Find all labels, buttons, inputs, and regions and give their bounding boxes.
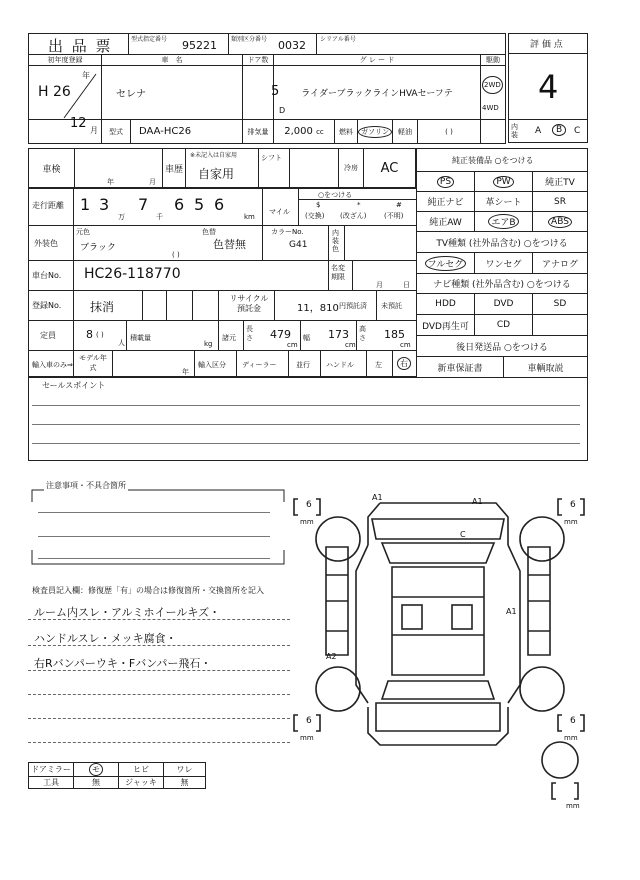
break-label[interactable]: ワレ: [164, 763, 206, 777]
grade-label: グ レ ー ド: [274, 55, 481, 66]
aircon-value: AC: [364, 149, 416, 188]
tire-front-left[interactable]: [316, 517, 360, 561]
load-label: 積載量: [130, 334, 151, 342]
tire-rl-unit: mm: [300, 734, 314, 742]
sales-point-label: セールスポイント: [42, 381, 106, 390]
inspector-label: 検査員記入欄：修復歴「有」の場合は修復箇所・交換箇所を記入: [32, 586, 264, 595]
tv-title: TV種類 (社外品含む) ○をつける: [417, 232, 588, 253]
tools-table: [28, 762, 206, 789]
tire-rear-left[interactable]: [316, 667, 360, 711]
opt-star[interactable]: *: [357, 201, 361, 209]
car-diagram: [290, 485, 590, 815]
fuel-gas: ガソリン: [358, 126, 392, 138]
history-note: ※未記入は自家用: [190, 152, 238, 159]
mileage-digit-6: 6: [214, 195, 225, 214]
import-type-label: 輸入区分: [198, 361, 226, 369]
capacity-paren: ( ): [96, 331, 104, 339]
damage-a1-side: A1: [506, 607, 517, 616]
sales-line-1: [32, 405, 580, 406]
navi-dvd: DVD: [493, 299, 514, 309]
navi-hdd-cell[interactable]: [417, 294, 475, 315]
mileage-divider: [73, 188, 74, 226]
opt-hash[interactable]: #: [396, 201, 402, 209]
shift-label: シフト: [259, 149, 290, 188]
tv-oneseg-cell[interactable]: [475, 253, 533, 274]
rear-window[interactable]: [382, 681, 494, 699]
tire-fl-depth: 6: [306, 500, 312, 510]
grade: ライダーブラックラインHVAセーフテ: [274, 66, 481, 120]
doors-sub: D: [279, 106, 286, 115]
inspector-rule-2: [28, 645, 290, 646]
equip-aw: 純正AW: [429, 218, 462, 228]
later-warranty-cell[interactable]: [417, 357, 504, 378]
first-reg-month: 12: [70, 116, 87, 131]
import-parallel[interactable]: 並行: [296, 361, 310, 369]
reg-no-label: 登録No.: [32, 301, 62, 310]
damage-c: C: [460, 530, 466, 539]
imp-div-8: [392, 351, 393, 377]
reg-no-value: 抹消: [90, 300, 115, 314]
imp-div-5: [288, 351, 289, 377]
len-label: 長さ: [246, 325, 253, 342]
interior-line: [508, 119, 588, 120]
roof[interactable]: [392, 567, 484, 675]
rear-gate[interactable]: [376, 703, 500, 731]
right-side[interactable]: [528, 547, 550, 655]
orig-color-label: 元色: [76, 228, 90, 236]
color-div-1: [73, 226, 74, 261]
load-unit: kg: [204, 340, 213, 348]
len-unit: cm: [287, 341, 298, 349]
tire-fl-unit: mm: [300, 518, 314, 526]
spare-unit: mm: [566, 802, 580, 810]
mile-circle-note: ○をつける: [318, 191, 353, 199]
imp-div-3: [194, 351, 195, 377]
height-value: 185: [384, 328, 405, 341]
first-reg-era-year: H 26: [38, 84, 71, 100]
mileage-divider-2: [262, 188, 263, 226]
later-manual: 車輌取説: [527, 363, 564, 374]
interior-a[interactable]: A: [535, 126, 542, 136]
model: DAA-HC26: [131, 120, 243, 144]
tire-rear-right[interactable]: [520, 667, 564, 711]
drive-2wd[interactable]: 2WD: [482, 76, 503, 94]
color-change-label: 色替: [202, 228, 216, 236]
cap-div-4: [243, 321, 244, 351]
navi-cd-cell[interactable]: [475, 315, 533, 336]
damage-a1-front-right: A1: [472, 497, 483, 506]
chassis-value: HC26-118770: [84, 266, 181, 282]
chassis-div-1: [73, 261, 74, 291]
jack-label: ジャッキ: [119, 777, 164, 789]
color-no-label: カラーNo.: [271, 228, 304, 236]
interior-color-label: 内装色: [332, 229, 339, 253]
navi-title: ナビ種類 (社外品含む) ○をつける: [417, 274, 588, 294]
drive-4wd[interactable]: 4WD: [482, 104, 499, 112]
tool-label: 工具: [29, 777, 74, 789]
opt-dollar[interactable]: $: [316, 201, 321, 209]
equip-tv: 純正TV: [545, 178, 575, 188]
recycle-unpaid[interactable]: 未預託: [381, 302, 402, 310]
mirror-label: ドアミラー: [29, 763, 74, 777]
equip-ps-cell[interactable]: [417, 172, 475, 192]
equip-sr-cell[interactable]: [533, 192, 588, 212]
size-label: 諸元: [222, 334, 236, 342]
inspector-rule-6: [28, 742, 290, 743]
fuel-diesel: 軽油: [393, 120, 418, 144]
name-change-month: 月: [376, 281, 383, 289]
equip-tv-cell[interactable]: [533, 172, 588, 192]
orig-color: ブラック: [80, 243, 116, 253]
equip-abs: ABS: [548, 216, 572, 228]
disp-cell: [274, 120, 335, 144]
inspector-line-1: ルーム内スレ・アルミホイールキズ・: [34, 606, 221, 619]
sales-line-3: [32, 443, 580, 444]
equip-pw-cell[interactable]: [475, 172, 533, 192]
capacity-unit: 人: [118, 339, 125, 347]
reg-div-1: [73, 291, 74, 321]
left-side[interactable]: [326, 547, 348, 655]
reg-div-2: [142, 291, 143, 321]
equip-navi-cell[interactable]: [417, 192, 475, 212]
shift-value-cell[interactable]: [290, 149, 339, 188]
imp-div-4: [236, 351, 237, 377]
notes-line-1: [38, 512, 270, 513]
tool-value: 無: [74, 777, 119, 789]
history-label: 車歴: [163, 149, 186, 188]
color-change-paren: ( ): [172, 251, 180, 259]
equip-airbag-cell[interactable]: [475, 212, 533, 232]
doors-cell: [243, 66, 274, 120]
aircon-label: 冷房: [339, 149, 364, 188]
tire-rr-depth: 6: [570, 716, 576, 726]
capacity-label: 定員: [40, 331, 56, 340]
later-warranty: 新車保証書: [437, 363, 483, 374]
mileage-km: km: [244, 213, 255, 221]
navi-sd-cell[interactable]: [533, 294, 588, 315]
mirror-value-cell[interactable]: [74, 763, 119, 777]
mileage-sen: 千: [156, 213, 163, 221]
color-div-4: [344, 226, 345, 261]
fuel-label: 燃料: [335, 120, 358, 144]
inspector-line-2: ハンドルスレ・メッキ腐食・: [34, 632, 177, 645]
car-name: セレナ: [102, 66, 243, 120]
rear-bumper[interactable]: [368, 707, 508, 745]
name-change-day: 日: [403, 281, 410, 289]
interior-b[interactable]: B: [552, 124, 566, 136]
disp-value: 2,000: [284, 126, 313, 137]
windshield[interactable]: [382, 543, 494, 563]
width-value: 173: [328, 328, 349, 341]
equip-leather: 革シート: [485, 198, 522, 208]
chassis-div-3: [352, 261, 353, 291]
opt-hash-sub: (不明): [384, 212, 404, 220]
len-value: 479: [270, 328, 291, 341]
height-label: 高さ: [359, 325, 366, 342]
model-year-unit: 年: [182, 368, 189, 376]
model-label: 型式: [102, 120, 131, 144]
equip-airbag: エアB: [488, 214, 518, 229]
drive-bottom: [481, 120, 506, 144]
genuine-title: 純正装備品 ○をつける: [452, 156, 534, 165]
cap-div-2: [126, 321, 127, 351]
score-label-line: [508, 53, 588, 54]
tire-rr-unit: mm: [564, 734, 578, 742]
cap-div-1: [73, 321, 74, 351]
mile-label: マイル: [269, 208, 290, 216]
equip-leather-cell[interactable]: [475, 192, 533, 212]
inspector-rule-3: [28, 670, 290, 671]
navi-empty-cell: [533, 315, 588, 336]
reg-div-4: [192, 291, 193, 321]
kata-value: 95221: [182, 39, 217, 52]
color-no: G41: [289, 240, 308, 250]
height-unit: cm: [400, 341, 411, 349]
later-table: [416, 335, 588, 378]
color-div-2: [262, 226, 263, 261]
damage-a2: A2: [326, 652, 337, 661]
interior-label: 内装: [511, 123, 518, 139]
opt-dollar-sub: (交換): [305, 212, 325, 220]
serial-label: シリアル番号: [320, 36, 356, 43]
history-value: 自家用: [198, 167, 235, 181]
chassis-div-2: [328, 261, 329, 291]
kata-label: 型式指定番号: [131, 36, 168, 43]
crack-label[interactable]: ヒビ: [119, 763, 164, 777]
later-manual-cell[interactable]: [504, 357, 588, 378]
mileage-label: 走行距離: [32, 201, 64, 210]
score-label: 評 価 点: [530, 40, 563, 50]
width-label: 幅: [303, 334, 310, 342]
fuel-gas-cell[interactable]: [358, 120, 393, 144]
inspector-rule-1: [28, 619, 290, 620]
first-reg-label: 初年度登録: [29, 55, 102, 66]
form-title: 出 品 票: [48, 37, 113, 55]
capacity-value: 8: [86, 328, 93, 341]
mileage-man: 万: [118, 213, 125, 221]
navi-table: [416, 273, 588, 336]
notes-line-3: [38, 558, 270, 559]
equip-abs-cell[interactable]: [533, 212, 588, 232]
doors-label: ドア数: [243, 55, 274, 66]
shaken-row: [28, 148, 416, 188]
equip-ps: PS: [437, 176, 454, 188]
mile-note-line: [298, 199, 416, 200]
notes-line-2: [38, 536, 270, 537]
mileage-digit-4: 6: [174, 195, 185, 214]
model-year-label: モデル年式: [79, 354, 107, 372]
disp-label: 排気量: [243, 120, 274, 144]
import-dealer[interactable]: ディーラー: [242, 361, 277, 369]
cap-div-5: [300, 321, 301, 351]
tv-analog: アナログ: [541, 259, 578, 270]
ruibetsu-value: 0032: [278, 39, 306, 52]
notes-label: 注意事項・不具合箇所: [46, 481, 126, 490]
sales-line-2: [32, 424, 580, 425]
genuine-table: [416, 171, 588, 232]
tire-fr-depth: 6: [570, 500, 576, 510]
first-reg-month-unit: 月: [90, 126, 98, 135]
handle-left[interactable]: 左: [375, 361, 382, 369]
damage-a1-front-left: A1: [372, 493, 383, 502]
mirror-value: モ: [89, 763, 103, 776]
drive-label: 駆動: [481, 55, 506, 66]
handle-right[interactable]: 右: [397, 357, 411, 370]
recycle-value: 11，810: [297, 303, 339, 314]
name-change-label: 名変期限: [331, 264, 345, 281]
cap-div-6: [356, 321, 357, 351]
disp-unit: cc: [316, 128, 324, 136]
ruibetsu-label: 類別区分番号: [231, 36, 268, 43]
color-change-value: 色替無: [213, 238, 246, 251]
tire-spare[interactable]: [542, 742, 578, 778]
shaken-year-unit: 年: [107, 178, 114, 186]
jack-value: 無: [164, 777, 206, 789]
chassis-label: 車台No.: [32, 271, 62, 280]
navi-sd: SD: [553, 299, 567, 309]
navi-dvd-cell[interactable]: [475, 294, 533, 315]
doors-value: 5: [271, 84, 280, 99]
equip-sr: SR: [554, 196, 566, 207]
reg-div-7: [376, 291, 377, 321]
first-reg-year-unit: 年: [82, 71, 90, 80]
equip-aw-cell[interactable]: [417, 212, 475, 232]
navi-dvdplay-cell[interactable]: [417, 315, 475, 336]
fuel-paren: ( ): [418, 120, 481, 144]
opt-star-sub: (改ざん): [340, 212, 367, 220]
tv-oneseg: ワンセグ: [485, 259, 522, 270]
navi-dvdplay: DVD再生可: [422, 321, 469, 332]
later-title: 後日発送品 ○をつける: [417, 336, 588, 357]
shaken-month-unit: 月: [149, 178, 156, 186]
equip-pw: PW: [493, 176, 513, 188]
import-label: 輸入車のみ⇒: [32, 361, 73, 369]
color-div-3: [328, 226, 329, 261]
handle-label: ハンドル: [326, 361, 354, 369]
tv-fullseg: フルセグ: [425, 256, 467, 271]
hood[interactable]: [372, 519, 504, 539]
width-unit: cm: [345, 341, 356, 349]
reg-div-6: [274, 291, 275, 321]
inspector-line-3: 右Rバンパーウキ・Fバンパー飛石・: [34, 657, 212, 670]
score-value: 4: [538, 68, 559, 106]
notes-bracket: [28, 488, 288, 568]
reg-div-3: [166, 291, 167, 321]
inspector-rule-4: [28, 694, 290, 695]
tire-front-right[interactable]: [520, 517, 564, 561]
tire-rl-depth: 6: [306, 716, 312, 726]
cap-div-3: [218, 321, 219, 351]
history-cell: [186, 149, 259, 188]
shaken-value-cell[interactable]: [75, 149, 163, 188]
tv-table: [416, 231, 588, 274]
recycle-unit[interactable]: 円預託済: [339, 302, 367, 310]
imp-div-7: [366, 351, 367, 377]
sales-top-line: [28, 377, 588, 378]
shaken-label: 車検: [29, 149, 75, 188]
first-reg-slash: [60, 72, 100, 122]
imp-div-2: [112, 351, 113, 377]
inspector-rule-5: [28, 718, 290, 719]
mile-divider: [298, 188, 299, 226]
navi-hdd: HDD: [435, 299, 456, 309]
mileage-digit-2: 3: [99, 195, 110, 214]
imp-div-6: [320, 351, 321, 377]
equip-navi: 純正ナビ: [427, 198, 464, 208]
tire-fr-unit: mm: [564, 518, 578, 526]
car-name-label: 車 名: [102, 55, 243, 66]
tv-analog-cell[interactable]: [533, 253, 588, 274]
mileage-digit-5: 5: [194, 195, 205, 214]
mileage-digit-1: 1: [80, 195, 91, 214]
reg-div-5: [218, 291, 219, 321]
imp-div-1: [73, 351, 74, 377]
mileage-digit-3: 7: [138, 195, 149, 214]
tv-fullseg-cell[interactable]: [417, 253, 475, 274]
interior-c[interactable]: C: [574, 126, 581, 136]
navi-cd: CD: [496, 320, 511, 330]
recycle-label: リサイクル預託金: [229, 294, 269, 313]
color-label: 外装色: [34, 239, 58, 248]
